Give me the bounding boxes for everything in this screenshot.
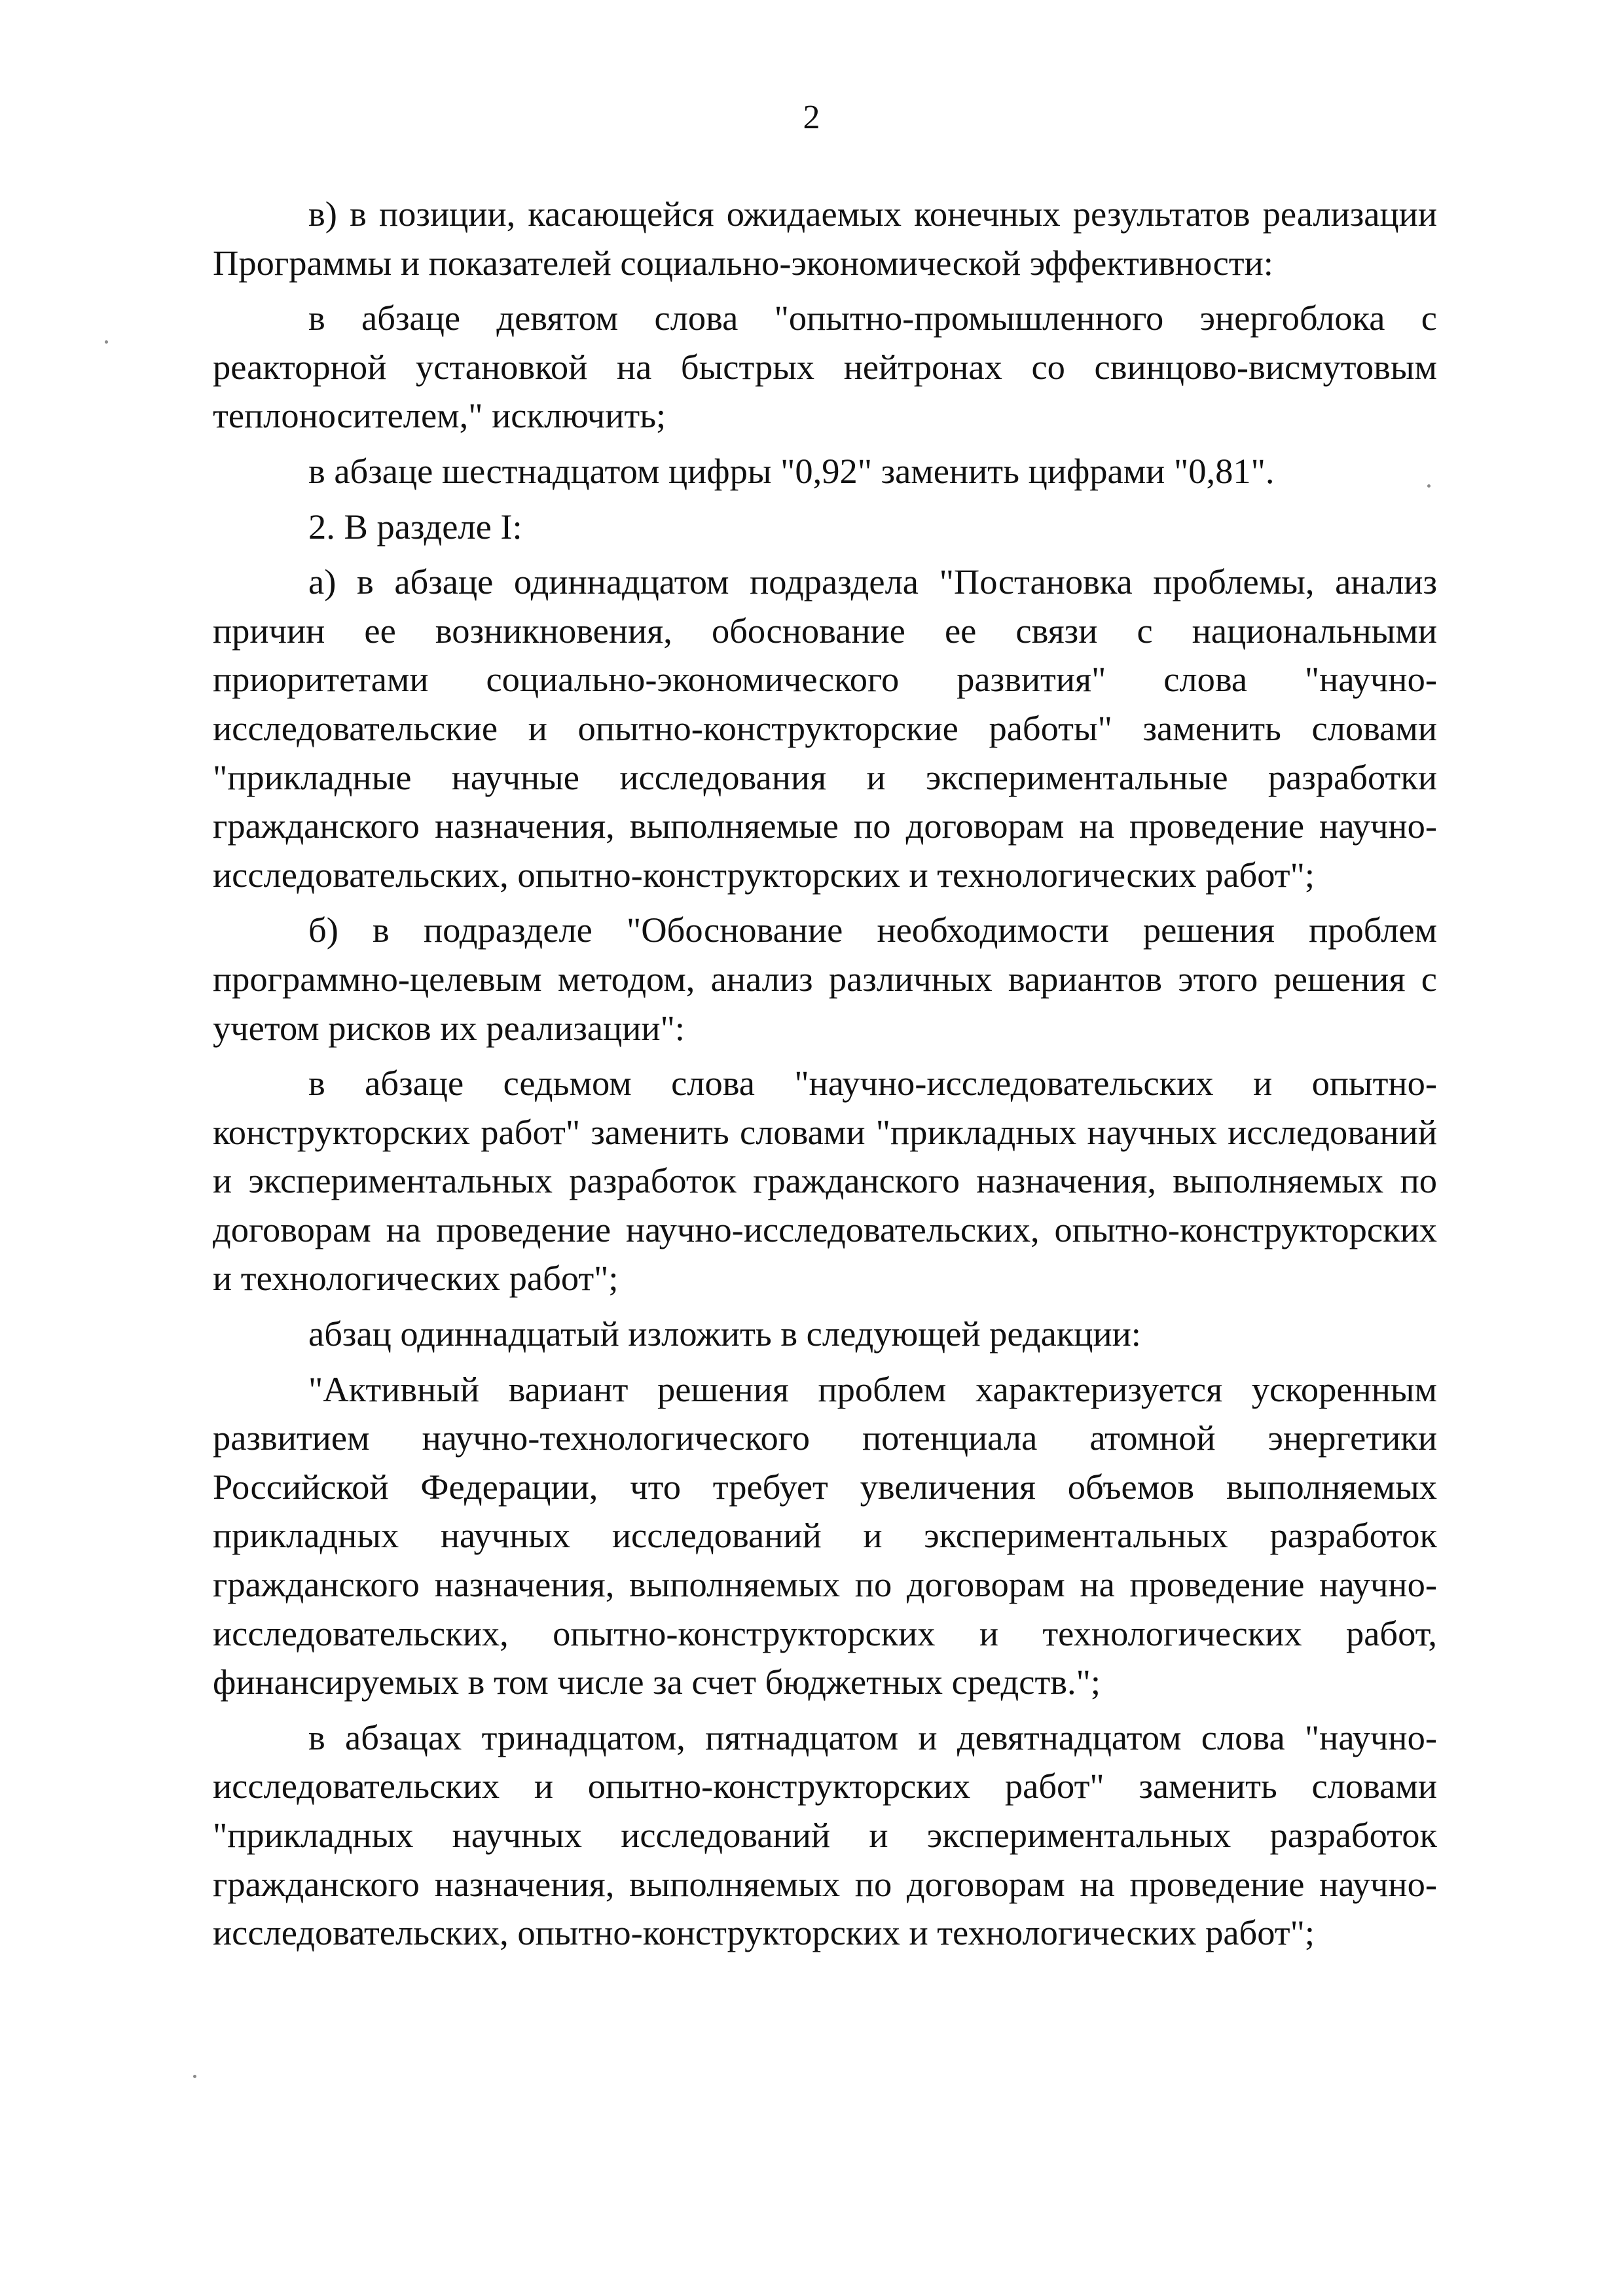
page-number: 2 (803, 99, 820, 136)
paragraph-section-2: 2. В разделе I: (308, 506, 522, 547)
document-body (213, 190, 1437, 1958)
paragraph-abzac-13-15-19: в абзацах тринадцатом, пятнадцатом и девятнадцатом слова "научно-исследовательских и опытно-конструкторских работ" заменить словами "прикладных научных исследований и экспериментальных разработок гражданского назначения, выполняемых по договорам на проведение научно-исследовательских, опытно-конструкторских и технологических работ"; (213, 1717, 1437, 1953)
paragraph-abzac-7: в абзаце седьмом слова "научно-исследовательских и опытно-конструкторских работ" заменить словами "прикладных научных исследований и экспериментальных разработок гражданского назначения, выполняемых по договорам на проведение научно-исследовательских, опытно-конструкторских и технологических работ"; (213, 1063, 1437, 1299)
paragraph-a: а) в абзаце одиннадцатом подраздела "Постановка проблемы, анализ причин ее возникновения, обоснование ее связи с национальными приоритетами социально-экономического развития" слова "научно-исследовательские и опытно-конструкторские работы" заменить словами "прикладные научные исследования и экспериментальные разработки гражданского назначения, выполняемые по договорам на проведение научно-исследовательских, опытно-конструкторских и технологических работ"; (213, 562, 1437, 895)
scan-speck (1427, 484, 1431, 488)
paragraph-abzac-11: абзац одиннадцатый изложить в следующей редакции: (308, 1314, 1141, 1354)
paragraph-quote: "Активный вариант решения проблем характеризуется ускоренным развитием научно-технологического потенциала атомной энергетики Российской Федерации, что требует увеличения объемов выполняемых прикладных научных исследований и экспериментальных разработок гражданского назначения, выполняемых по договорам на проведение научно-исследовательских, опытно-конструкторских и технологических работ, финансируемых в том числе за счет бюджетных средств."; (213, 1369, 1437, 1702)
paragraph-abzac-9: в абзаце девятом слова "опытно-промышленного энергоблока с реакторной установкой на быстрых нейтронах со свинцово-висмутовым теплоносителем," исключить; (213, 298, 1437, 436)
paragraph-v: в) в позиции, касающейся ожидаемых конечных результатов реализации Программы и показателей социально-экономической эффективности: (213, 194, 1437, 283)
paragraph-abzac-16: в абзаце шестнадцатом цифры "0,92" заменить цифрами "0,81". (308, 450, 1275, 491)
scan-speck (105, 340, 108, 344)
paragraph-b: б) в подразделе "Обоснование необходимости решения проблем программно-целевым методом, анализ различных вариантов этого решения с учетом рисков их реализации": (213, 910, 1437, 1048)
scan-speck (193, 2075, 196, 2078)
